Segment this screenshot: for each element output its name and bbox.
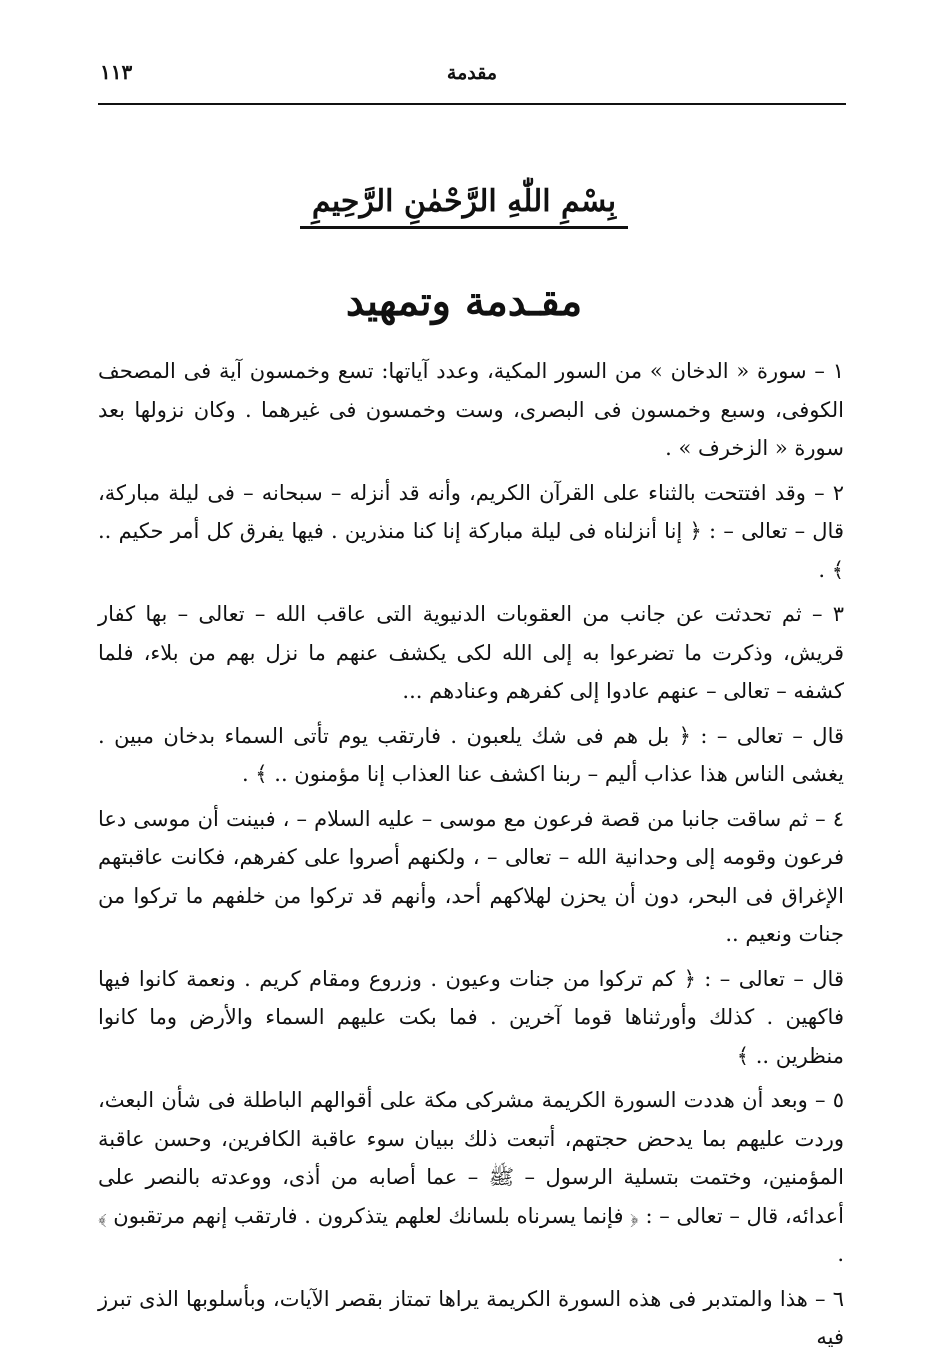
paragraph-4: ٤ – ثم ساقت جانبا من قصة فرعون مع موسى – عليه السلام – ، فبينت أن موسى دعا فرعون وقومه إلى وحدانية الله – تعالى – ، ولكنهم أصروا على كفرهم، فكانت عاقبتهم الإغراق فى البحر، دون أن يحزن لهلاكهم أحد، وأنهم قد تركوا من خلفهم ما تركوا من جنات ونعيم .. <box>98 806 844 946</box>
paragraph-3: ٣ – ثم تحدثت عن جانب من العقوبات الدنيوية التى عاقب الله – تعالى – بها كفار قريش، وذكرت ما تضرعوا به إلى الله لكى يكشف عنهم ما نزل بهم من بلاء، فلما كشفه – تعالى – عنهم عادوا إلى كفرهم وعنادهم ... <box>98 602 844 703</box>
body-text <box>98 352 844 1357</box>
paragraph-5: ٥ – وبعد أن هددت السورة الكريمة مشركى مكة على أقوالهم الباطلة فى شأن البعث، وردت عليهم بما يدحض حجتهم، أتبعت ذلك ببيان سوء عاقبة الكافرين، وحسن عاقبة المؤمنين، وختمت بتسلية الرسول – ﷺ – عما أصابه من أذى، ووعدته بالنصر على أعدائه، قال – تعالى – : ﴿ فإنما يسرناه بلسانك لعلهم يتذكرون . فارتقب إنهم مرتقبون ﴾ . <box>97 1088 844 1266</box>
page-number: ١١٣ <box>100 60 133 84</box>
paragraph-1: ١ – سورة « الدخان » من السور المكية، وعدد آياتها: تسع وخمسون آية فى المصحف الكوفى، وسبع وخمسون فى البصرى، وست وخمسون فى غيرهما . وكان نزولها بعد سورة « الزخرف » . <box>98 359 844 460</box>
paragraph-4-quote: قال – تعالى – : ﴿ كم تركوا من جنات وعيون . وزروع ومقام كريم . ونعمة كانوا فيها فاكهين . كذلك وأورثناها قوما آخرين . فما بكت عليهم السماء والأرض وما كانوا منظرين .. ﴾ <box>98 966 844 1068</box>
running-header <box>100 58 844 92</box>
paragraph-3-quote: قال – تعالى – : ﴿ بل هم فى شك يلعبون . فارتقب يوم تأتى السماء بدخان مبين . يغشى الناس هذا عذاب أليم – ربنا اكشف عنا العذاب إنا مؤمنون .. ﴾ . <box>98 723 845 786</box>
paragraph-6: ٦ – هذا والمتدبر فى هذه السورة الكريمة يراها تمتاز بقصر الآيات، وبأسلوبها الذى تبرز فيه <box>98 1286 844 1349</box>
basmala <box>0 184 928 229</box>
paragraph-2: ٢ – وقد افتتحت بالثناء على القرآن الكريم، وأنه قد أنزله – سبحانه – فى ليلة مباركة، قال – تعالى – : ﴿ إنا أنزلناه فى ليلة مباركة إنا كنا منذرين . فيها يفرق كل أمر حكيم .. ﴾ . <box>98 480 844 582</box>
running-title: مقدمة <box>446 62 498 84</box>
header-rule <box>98 103 846 105</box>
basmala-text: بِسْمِ اللّٰهِ الرَّحْمٰنِ الرَّحِيمِ <box>300 184 628 229</box>
chapter-title: مقـدمة وتمهيد <box>345 278 583 325</box>
